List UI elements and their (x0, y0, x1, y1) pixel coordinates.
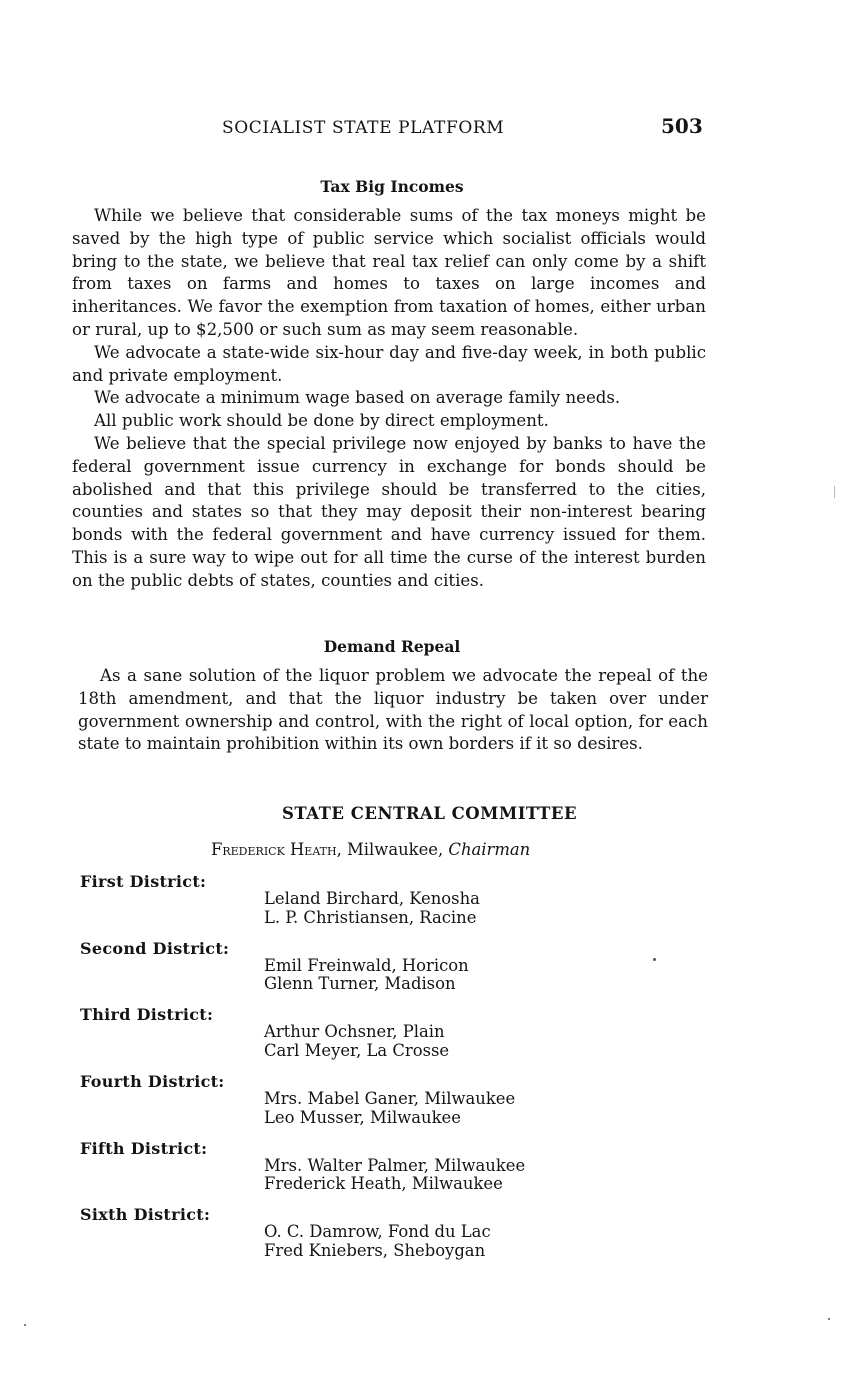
district-entry (80, 939, 780, 1006)
section-demand-repeal (72, 637, 706, 656)
member-name: Carl Meyer, La Crosse (264, 1040, 450, 1060)
member-name: Leland Birchard, Kenosha (264, 889, 480, 908)
district-members (264, 1157, 525, 1194)
section-heading: Demand Repeal (323, 637, 461, 656)
chairman-name: Frederick Heath (211, 840, 337, 859)
tax-paragraph-block (72, 205, 706, 593)
district-members (264, 957, 469, 994)
member-name: Glenn Turner, Madison (264, 974, 456, 994)
chairman-line (211, 840, 530, 859)
paragraph: As a sane solution of the liquor problem we advocate the repeal of the 18th amendment, and that the liquor industry be taken over under government ownership and control, with the right of local option, for each state to maintain prohibition within its own borders if it so desires. (78, 666, 708, 754)
paragraph: We advocate a minimum wage based on average family needs. (94, 388, 621, 408)
committee-title: STATE CENTRAL COMMITTEE (281, 804, 578, 823)
section-heading: Tax Big Incomes (320, 177, 464, 196)
district-label: Fifth District: (80, 1138, 208, 1158)
scan-speck (828, 1318, 830, 1320)
district-members (264, 1223, 491, 1260)
district-label: First District: (80, 872, 207, 891)
paragraph: All public work should be done by direct employment. (94, 411, 549, 431)
district-entry (80, 1005, 780, 1072)
chairman-place: , Milwaukee, (336, 840, 449, 859)
district-entry (80, 1072, 780, 1139)
scan-speck (834, 486, 835, 498)
running-header (0, 114, 859, 144)
member-name: L. P. Christiansen, Racine (264, 907, 477, 927)
member-name: Mrs. Walter Palmer, Milwaukee (264, 1155, 526, 1175)
district-members (264, 1090, 515, 1127)
chairman-role: Chairman (448, 840, 531, 859)
district-label: Sixth District: (80, 1205, 211, 1225)
scan-speck (653, 958, 656, 961)
district-label: Second District: (80, 938, 230, 958)
member-name: Leo Musser, Milwaukee (264, 1107, 461, 1127)
member-name: Emil Freinwald, Horicon (264, 955, 469, 975)
paragraph: While we believe that considerable sums of the tax moneys might be saved by the high type of public service which socialist officials would bring to the state, we believe that real tax relief can only come by a shift from taxes on farms and homes to taxes on large incomes and inheritances. We favor the exemption from taxation of homes, either urban or rural, up to $2,500 or such sum as may seem reasonable. (72, 206, 706, 339)
district-label: Third District: (80, 1005, 214, 1025)
district-members (264, 890, 480, 927)
member-name: O. C. Damrow, Fond du Lac (264, 1222, 491, 1242)
district-label: Fourth District: (80, 1072, 225, 1092)
running-title: SOCIALIST STATE PLATFORM (222, 118, 505, 138)
member-name: Frederick Heath, Milwaukee (264, 1174, 503, 1194)
paragraph: We believe that the special privilege now enjoyed by banks to have the federal government issue currency in exchange for bonds should be abolished and that this privilege should be transferred to the cities, counties and states so that they may deposit their non-interest bearing bonds with the federal government and have currency issued for them. This is a sure way to wipe out for all time the curse of the interest burden on the public debts of states, counties and cities. (72, 433, 706, 590)
member-name: Fred Kniebers, Sheboygan (264, 1240, 486, 1260)
district-members (264, 1023, 449, 1060)
district-entry (80, 1205, 780, 1272)
section-tax-big-incomes (72, 177, 706, 196)
district-entry (80, 872, 780, 939)
repeal-paragraph-block (78, 665, 708, 756)
district-list (80, 872, 780, 1272)
page-number: 503 (661, 114, 703, 138)
scan-speck (24, 1324, 26, 1326)
member-name: Arthur Ochsner, Plain (264, 1022, 445, 1042)
district-entry (80, 1139, 780, 1206)
member-name: Mrs. Mabel Ganer, Milwaukee (264, 1089, 516, 1109)
paragraph: We advocate a state-wide six-hour day and five-day week, in both public and private employment. (72, 342, 706, 385)
